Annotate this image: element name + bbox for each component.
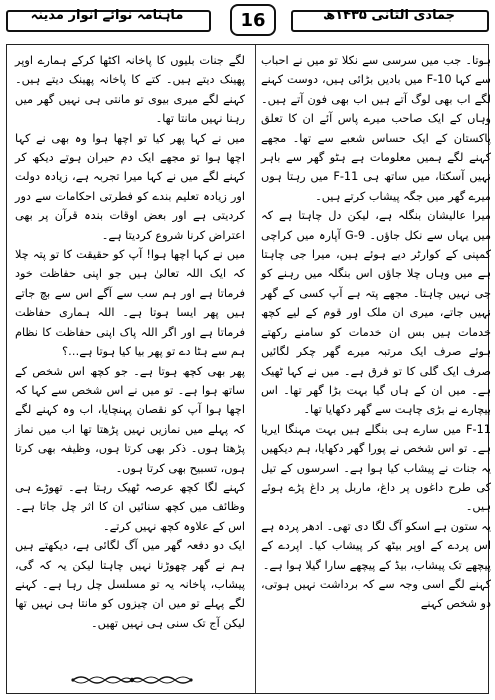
paragraph: کہنے لگا کچھ عرصہ ٹھیک رہتا ہے۔ تھوڑے ہی وظائف میں کچھ سنائیں ان کا اثر چل جاتا ہے۔ اس کے علاوہ کچھ نہیں کرتے۔	[15, 480, 245, 533]
magazine-title: ماہنامہ نوائے انوار مدینہ	[30, 8, 184, 23]
paragraph: یہ ستون ہے اسکو آگ لگا دی تھی۔ ادھر پردہ ہے اس پردے کے اوپر بیٹھ کر پیشاب کیا۔ اپردے کے پیچھے تک پیشاب، بیڈ کے پیچھے سارا گیلا ہوا ہے۔	[261, 519, 491, 572]
paragraph: ہوتا۔ جب میں سرسی سے نکلا تو میں نے احباب سے کہا F-10 میں بادیں بڑائی ہیں، دوست کہنے لگے اب بھی لوگ آتے ہیں اب بھی فون آتے ہیں۔ وہاں کے ایک صاحب میرے پاس آئے ان کا تعلق پاکستان کے ایک حساس شعبے سے تھا۔ مجھے کہنے لگے ہمیں معلومات ہے ہٹو گھر سے باہر نہیں آسکتا، میں ساتھ ہی F-11 میں رہتا ہوں میرے گھر میں جگہ پیشاب کرتے ہیں۔	[261, 54, 491, 203]
paragraph: میرا عالیشان بنگلہ ہے، لیکن دل چاہتا ہے کہ میں یہاں سے نکل جاؤں۔ G-9 آپارہ میں کراچی کمپنی کے کوارٹر دیے ہوئے ہیں، میرا جی چاہتا ہے میں وہاں چلا جاؤں اس بنگلہ میں رہنے کو جی نہیں چاہتا۔ مجھے پتہ ہے آپ کسی کے گھر نہیں جاتے، میری ان ملک اور قوم کے لیے کچھ خدمات ہیں بس ان خدمات کو سامنے رکھتے ہوئے صرف ایک مرتبہ میرے گھر چکر لگائیں صرف ایک گلی کا تو فرق ہے۔ میں نے کہا ٹھیک ہے۔ میں ان کے ہاں گیا بہت بڑا گھر تھا۔ اس بیچارے نے بڑی چاہت سے گھر دکھایا تھا۔	[261, 209, 492, 417]
left-column	[15, 51, 245, 633]
paragraph: پھر بھی کچھ ہوتا ہے۔ جو کچھ اس شخص کے ساتھ ہوا ہے۔ تو میں نے اس شخص سے کہا کہ اچھا ہوا آپ کو نقصان پہنچایا، اب وہ کہنے لگے کہ پہلے میں نمازیں نہیں پڑھتا تھا اب میں نماز پڑھتا ہوں۔ ذکر بھی کرتا ہوں، وظیفہ بھی کرتا ہوں، تسبیح بھی کرتا ہوں۔	[15, 364, 245, 475]
page-number: 16	[230, 4, 276, 36]
paragraph: کہنے لگے اسی وجہ سے کہ برداشت نہیں ہوتی، دو شخص کہنے	[261, 577, 491, 611]
paragraph: ایک دو دفعہ گھر میں آگ لگائی ہے، دیکھتے ہیں ہم نے گھر چھوڑنا نہیں چاہتا لیکن یہ کہ گی، پیشاب، پاخانہ یہ تو مسلسل چل رہا ہے۔ کہنے لگے پہلے تو میں ان چیزوں کو مانتا ہی نہیں تھا لیکن آج تک سنی ہی نہیں تھیں۔	[15, 539, 245, 630]
content-frame	[6, 44, 492, 694]
ornament-divider-icon	[69, 673, 195, 687]
column-divider	[255, 45, 256, 693]
paragraph: F-11 میں سارے ہی بنگلے ہیں بہت مہنگا ایریا ہے۔ تو اس شخص نے پورا گھر دکھایا، ہم دیکھیں یہ جنات نے پیشاب کیا ہوا ہے۔ اسرسوں کے تیل کی طرح داغوں پر داغ، ماربل پر داغ پڑے ہوئے ہیں۔	[261, 422, 491, 514]
right-column	[261, 51, 491, 614]
issue-date: جمادی الثانی ۱۴۳۵ھ	[322, 8, 456, 23]
paragraph: لگے جنات بلیوں کا پاخانہ اکٹھا کرکے ہمارے اوپر پھینک دیتے ہیں۔ کتے کا پاخانہ پھینک دیتے ہیں۔ کہنے لگے میری بیوی تو مانتی ہی نہیں گھر میں رہنا نہیں مانتا تھا۔	[15, 54, 245, 126]
paragraph: میں نے کہا پھر کیا تو اچھا ہوا وہ بھی نے کہا اچھا ہوا تو مجھے ایک دم حیران ہوتے دیکھ کر کہنے لگے میں نے کہا میرا تجربہ ہے، زیادہ دولت اور زیادہ تعلیم بندے کو فطرتی احکامات سے دور کردیتی ہے اور بعض اوقات بندہ قرآن پر بھی اعتراض کرنا شروع کردیتا ہے۔	[15, 131, 245, 242]
page-header	[6, 4, 489, 38]
paragraph: میں نے کہا اچھا ہوا! آپ کو حقیقت کا تو پتہ چلا کہ ایک اللہ تعالیٰ ہیں جو اپنی حفاظت خود فرماتا ہے اور ہم سب سے آگے اس سے بچ جاتے ہیں پھر ایسا ہوتا ہے۔ اللہ ہماری حفاظت فرماتا ہے اور اگر اللہ پاک اپنی حفاظت کا نظام ہم سے ہٹا دے تو پھر بیا کیا ہوتا ہے…؟	[15, 248, 245, 359]
